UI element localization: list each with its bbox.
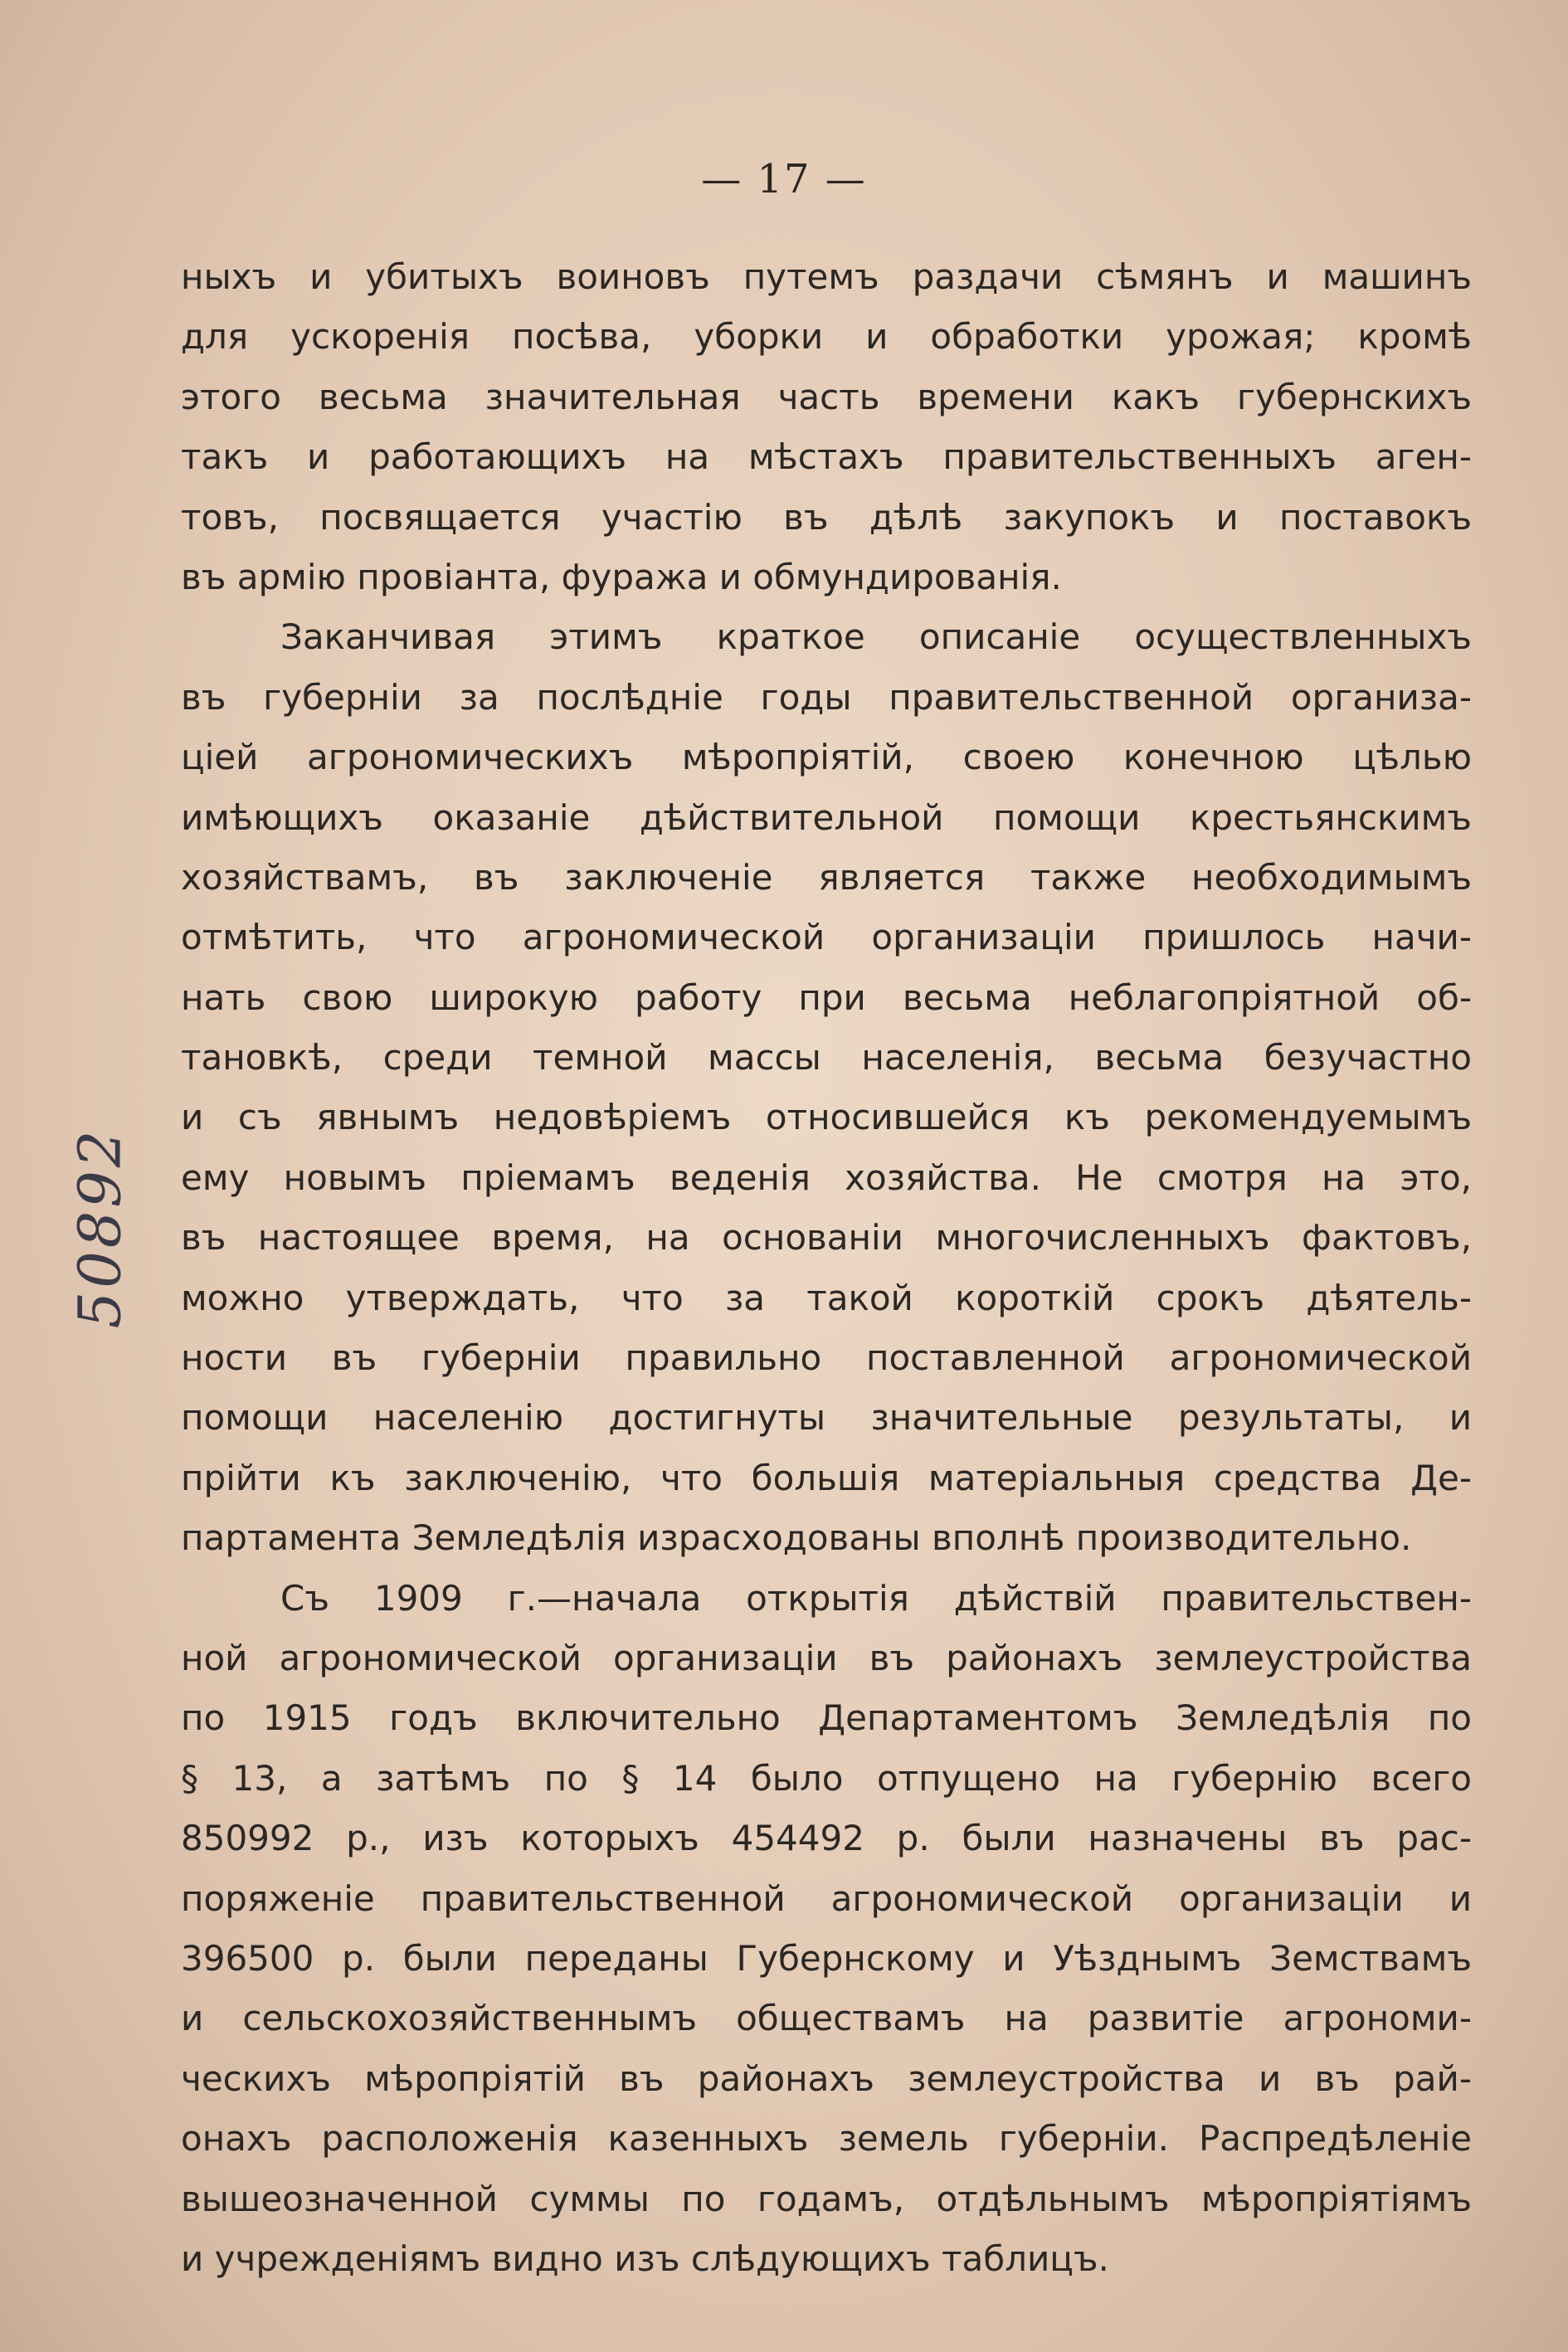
- paragraph-1: [181, 247, 1472, 607]
- text-line: ціей агрономическихъ мѣропріятій, своею конечною цѣлью: [181, 737, 1472, 778]
- text-line: нать свою широкую работу при весьма неблагопріятной об-: [181, 976, 1472, 1018]
- text-line: такъ и работающихъ на мѣстахъ правительственныхъ аген-: [181, 436, 1472, 478]
- handwritten-margin-note: [50, 1070, 149, 1385]
- text-line: въ армію провіанта, фуража и обмундированія.: [181, 556, 1062, 597]
- paragraph-2: [181, 607, 1472, 1568]
- text-line: прійти къ заключенію, что большія матеріальныя средства Де-: [181, 1457, 1472, 1498]
- text-line: тановкѣ, среди темной массы населенія, весьма безучастно: [181, 1037, 1472, 1079]
- text-line: партамента Земледѣлія израсходованы вполнѣ производительно.: [181, 1517, 1412, 1559]
- text-line: поряженіе правительственной агрономической организаціи и: [181, 1877, 1472, 1919]
- paragraph-3: [181, 1569, 1472, 2290]
- text-line: 850992 р., изъ которыхъ 454492 р. были назначены въ рас-: [181, 1818, 1472, 1859]
- text-line: Съ 1909 г.—начала открытія дѣйствій правительствен-: [280, 1577, 1472, 1619]
- text-line: хозяйствамъ, въ заключеніе является также необходимымъ: [181, 856, 1472, 898]
- page-number: — 17 —: [701, 156, 867, 202]
- text-line: въ настоящее время, на основаніи многочисленныхъ фактовъ,: [181, 1217, 1472, 1259]
- text-line: Заканчивая этимъ краткое описаніе осуществленныхъ: [280, 616, 1472, 658]
- text-line: по 1915 годъ включительно Департаментомъ Земледѣлія по: [181, 1697, 1472, 1739]
- text-line: въ губерніи за послѣдніе годы правительственной организа-: [181, 676, 1472, 718]
- text-line: ной агрономической организаціи въ районахъ землеустройства: [181, 1637, 1472, 1678]
- text-line: онахъ расположенія казенныхъ земель губерніи. Распредѣленіе: [181, 2118, 1472, 2160]
- text-line: § 13, а затѣмъ по § 14 было отпущено на губернію всего: [181, 1757, 1472, 1799]
- text-line: ныхъ и убитыхъ воиновъ путемъ раздачи сѣмянъ и машинъ: [181, 256, 1472, 297]
- text-line: и учрежденіямъ видно изъ слѣдующихъ таблицъ.: [181, 2238, 1109, 2279]
- text-line: ему новымъ пріемамъ веденія хозяйства. Не смотря на это,: [181, 1157, 1472, 1198]
- text-line: ческихъ мѣропріятій въ районахъ землеустройства и въ рай-: [181, 2057, 1472, 2099]
- text-line: имѣющихъ оказаніе дѣйствительной помощи крестьянскимъ: [181, 796, 1472, 838]
- body-text: [181, 247, 1472, 2289]
- text-line: товъ, посвящается участію въ дѣлѣ закупокъ и поставокъ: [181, 496, 1472, 538]
- text-line: и съ явнымъ недовѣріемъ относившейся къ рекомендуемымъ: [181, 1097, 1472, 1138]
- text-line: помощи населенію достигнуты значительные результаты, и: [181, 1397, 1472, 1439]
- text-line: можно утверждать, что за такой короткій срокъ дѣятель-: [181, 1277, 1472, 1318]
- margin-note-text: 50892: [66, 1127, 134, 1329]
- text-line: отмѣтить, что агрономической организаціи пришлось начи-: [181, 917, 1472, 958]
- text-line: 396500 р. были переданы Губернскому и Уѣзднымъ Земствамъ: [181, 1937, 1472, 1979]
- text-line: для ускоренія посѣва, уборки и обработки урожая; кромѣ: [181, 316, 1472, 358]
- text-line: вышеозначенной суммы по годамъ, отдѣльнымъ мѣропріятіямъ: [181, 2178, 1472, 2219]
- text-line: и сельскохозяйственнымъ обществамъ на развитіе агрономи-: [181, 1998, 1472, 2039]
- text-line: ности въ губерніи правильно поставленной агрономической: [181, 1337, 1472, 1379]
- text-line: этого весьма значительная часть времени какъ губернскихъ: [181, 376, 1472, 417]
